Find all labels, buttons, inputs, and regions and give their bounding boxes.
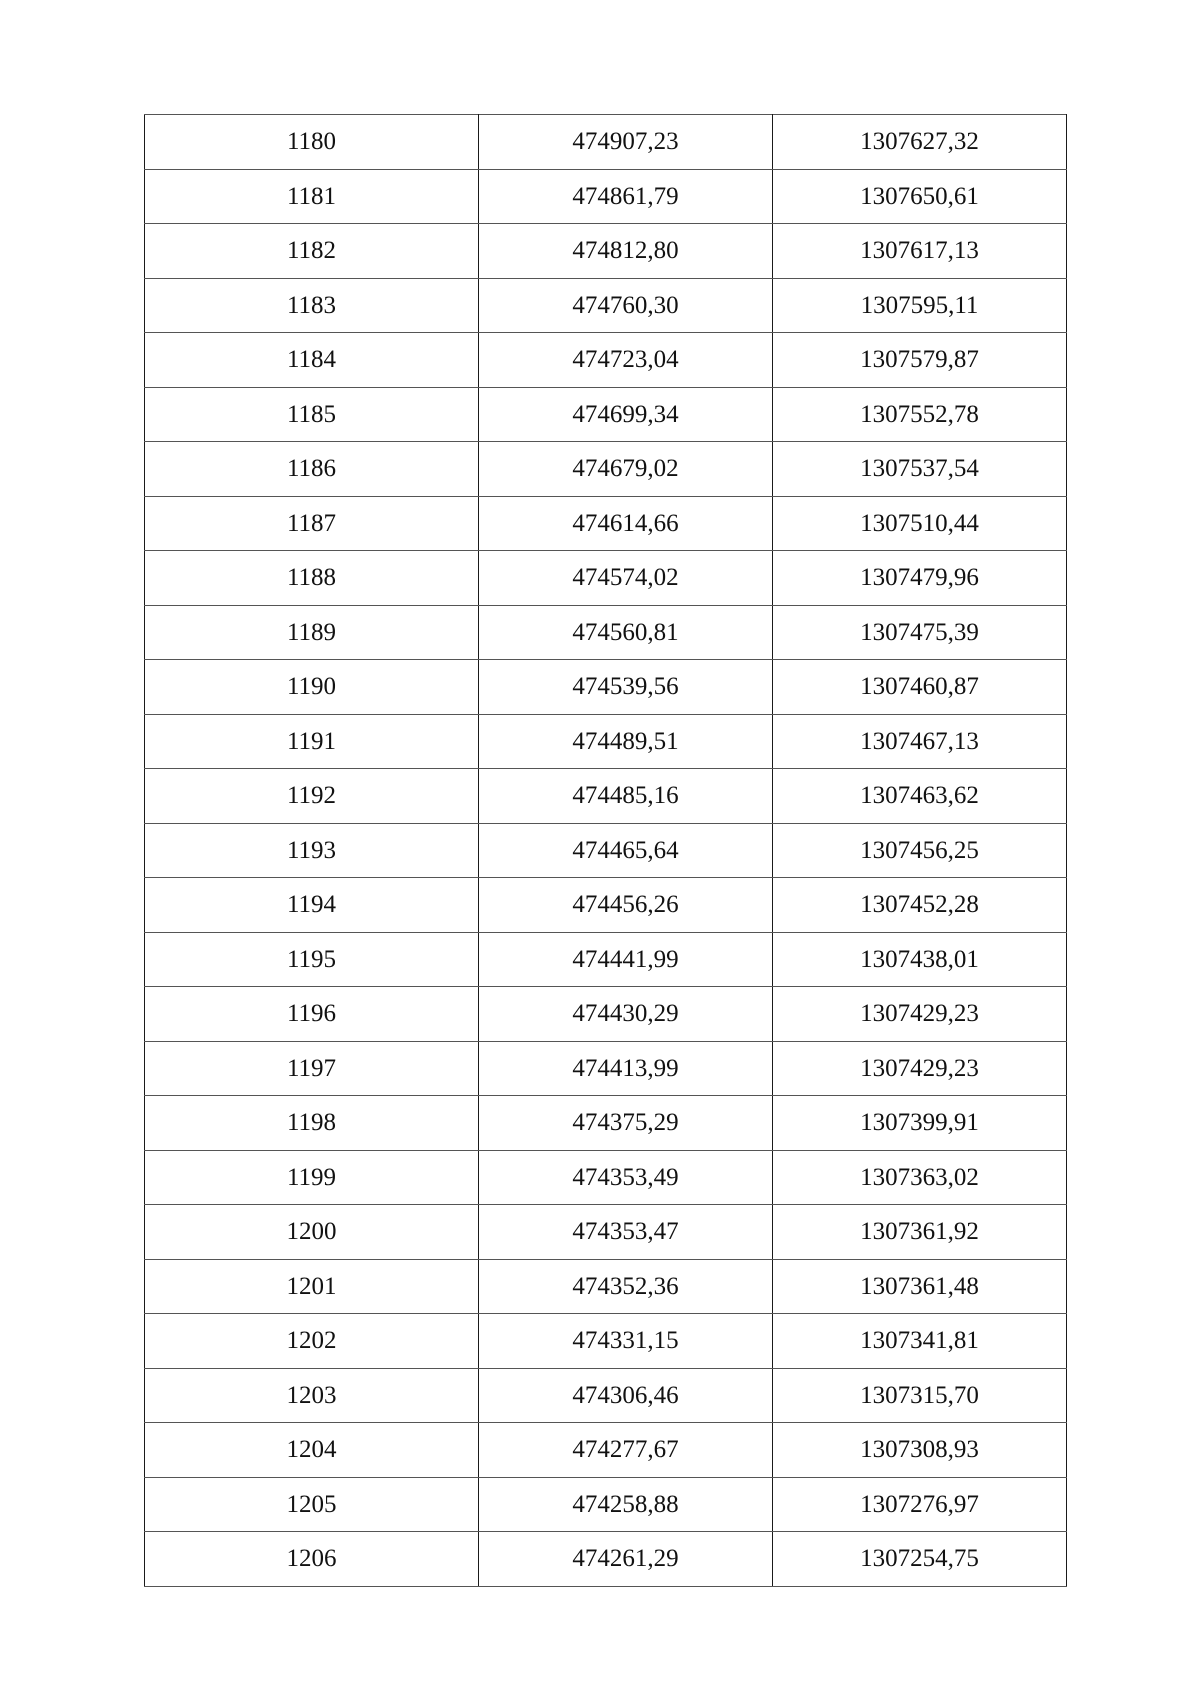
- x-coordinate-cell: 474465,64: [479, 823, 773, 878]
- x-coordinate-cell: 474723,04: [479, 333, 773, 388]
- x-coordinate-cell: 474574,02: [479, 551, 773, 606]
- table-row: [145, 169, 1067, 224]
- y-coordinate-cell: 1307650,61: [773, 169, 1067, 224]
- table-row: [145, 1423, 1067, 1478]
- x-coordinate-cell: 474353,47: [479, 1205, 773, 1260]
- y-coordinate-cell: 1307438,01: [773, 932, 1067, 987]
- table-row: [145, 823, 1067, 878]
- table-row: [145, 1314, 1067, 1369]
- coordinates-table: [144, 114, 1067, 1587]
- y-coordinate-cell: 1307456,25: [773, 823, 1067, 878]
- x-coordinate-cell: 474413,99: [479, 1041, 773, 1096]
- point-number-cell: 1202: [145, 1314, 479, 1369]
- point-number-cell: 1186: [145, 442, 479, 497]
- point-number-cell: 1195: [145, 932, 479, 987]
- x-coordinate-cell: 474614,66: [479, 496, 773, 551]
- point-number-cell: 1206: [145, 1532, 479, 1587]
- point-number-cell: 1185: [145, 387, 479, 442]
- y-coordinate-cell: 1307579,87: [773, 333, 1067, 388]
- y-coordinate-cell: 1307361,48: [773, 1259, 1067, 1314]
- y-coordinate-cell: 1307308,93: [773, 1423, 1067, 1478]
- x-coordinate-cell: 474261,29: [479, 1532, 773, 1587]
- table-row: [145, 1477, 1067, 1532]
- x-coordinate-cell: 474812,80: [479, 224, 773, 279]
- table-row: [145, 1532, 1067, 1587]
- point-number-cell: 1199: [145, 1150, 479, 1205]
- point-number-cell: 1190: [145, 660, 479, 715]
- table-row: [145, 115, 1067, 170]
- point-number-cell: 1204: [145, 1423, 479, 1478]
- x-coordinate-cell: 474699,34: [479, 387, 773, 442]
- point-number-cell: 1201: [145, 1259, 479, 1314]
- x-coordinate-cell: 474352,36: [479, 1259, 773, 1314]
- y-coordinate-cell: 1307452,28: [773, 878, 1067, 933]
- table-row: [145, 224, 1067, 279]
- x-coordinate-cell: 474861,79: [479, 169, 773, 224]
- y-coordinate-cell: 1307363,02: [773, 1150, 1067, 1205]
- x-coordinate-cell: 474430,29: [479, 987, 773, 1042]
- point-number-cell: 1198: [145, 1096, 479, 1151]
- table-row: [145, 1259, 1067, 1314]
- y-coordinate-cell: 1307361,92: [773, 1205, 1067, 1260]
- point-number-cell: 1183: [145, 278, 479, 333]
- point-number-cell: 1191: [145, 714, 479, 769]
- x-coordinate-cell: 474539,56: [479, 660, 773, 715]
- point-number-cell: 1197: [145, 1041, 479, 1096]
- point-number-cell: 1194: [145, 878, 479, 933]
- y-coordinate-cell: 1307510,44: [773, 496, 1067, 551]
- point-number-cell: 1192: [145, 769, 479, 824]
- point-number-cell: 1193: [145, 823, 479, 878]
- table-row: [145, 1205, 1067, 1260]
- x-coordinate-cell: 474258,88: [479, 1477, 773, 1532]
- y-coordinate-cell: 1307341,81: [773, 1314, 1067, 1369]
- point-number-cell: 1180: [145, 115, 479, 170]
- y-coordinate-cell: 1307463,62: [773, 769, 1067, 824]
- table-row: [145, 333, 1067, 388]
- y-coordinate-cell: 1307595,11: [773, 278, 1067, 333]
- x-coordinate-cell: 474375,29: [479, 1096, 773, 1151]
- table-row: [145, 878, 1067, 933]
- y-coordinate-cell: 1307537,54: [773, 442, 1067, 497]
- table-row: [145, 1096, 1067, 1151]
- point-number-cell: 1188: [145, 551, 479, 606]
- table-row: [145, 496, 1067, 551]
- y-coordinate-cell: 1307460,87: [773, 660, 1067, 715]
- coordinates-table-body: [145, 115, 1067, 1587]
- y-coordinate-cell: 1307552,78: [773, 387, 1067, 442]
- y-coordinate-cell: 1307399,91: [773, 1096, 1067, 1151]
- y-coordinate-cell: 1307617,13: [773, 224, 1067, 279]
- x-coordinate-cell: 474353,49: [479, 1150, 773, 1205]
- point-number-cell: 1182: [145, 224, 479, 279]
- table-row: [145, 442, 1067, 497]
- y-coordinate-cell: 1307475,39: [773, 605, 1067, 660]
- point-number-cell: 1187: [145, 496, 479, 551]
- x-coordinate-cell: 474560,81: [479, 605, 773, 660]
- x-coordinate-cell: 474331,15: [479, 1314, 773, 1369]
- y-coordinate-cell: 1307429,23: [773, 987, 1067, 1042]
- table-row: [145, 1041, 1067, 1096]
- point-number-cell: 1203: [145, 1368, 479, 1423]
- point-number-cell: 1181: [145, 169, 479, 224]
- table-row: [145, 660, 1067, 715]
- y-coordinate-cell: 1307315,70: [773, 1368, 1067, 1423]
- table-row: [145, 714, 1067, 769]
- y-coordinate-cell: 1307276,97: [773, 1477, 1067, 1532]
- y-coordinate-cell: 1307254,75: [773, 1532, 1067, 1587]
- table-row: [145, 605, 1067, 660]
- y-coordinate-cell: 1307627,32: [773, 115, 1067, 170]
- table-row: [145, 987, 1067, 1042]
- point-number-cell: 1205: [145, 1477, 479, 1532]
- x-coordinate-cell: 474679,02: [479, 442, 773, 497]
- y-coordinate-cell: 1307467,13: [773, 714, 1067, 769]
- table-row: [145, 551, 1067, 606]
- x-coordinate-cell: 474907,23: [479, 115, 773, 170]
- table-row: [145, 1368, 1067, 1423]
- x-coordinate-cell: 474277,67: [479, 1423, 773, 1478]
- x-coordinate-cell: 474306,46: [479, 1368, 773, 1423]
- x-coordinate-cell: 474441,99: [479, 932, 773, 987]
- y-coordinate-cell: 1307429,23: [773, 1041, 1067, 1096]
- x-coordinate-cell: 474456,26: [479, 878, 773, 933]
- x-coordinate-cell: 474485,16: [479, 769, 773, 824]
- table-row: [145, 278, 1067, 333]
- x-coordinate-cell: 474760,30: [479, 278, 773, 333]
- point-number-cell: 1184: [145, 333, 479, 388]
- point-number-cell: 1200: [145, 1205, 479, 1260]
- table-row: [145, 387, 1067, 442]
- table-row: [145, 932, 1067, 987]
- point-number-cell: 1196: [145, 987, 479, 1042]
- x-coordinate-cell: 474489,51: [479, 714, 773, 769]
- table-row: [145, 1150, 1067, 1205]
- table-row: [145, 769, 1067, 824]
- y-coordinate-cell: 1307479,96: [773, 551, 1067, 606]
- point-number-cell: 1189: [145, 605, 479, 660]
